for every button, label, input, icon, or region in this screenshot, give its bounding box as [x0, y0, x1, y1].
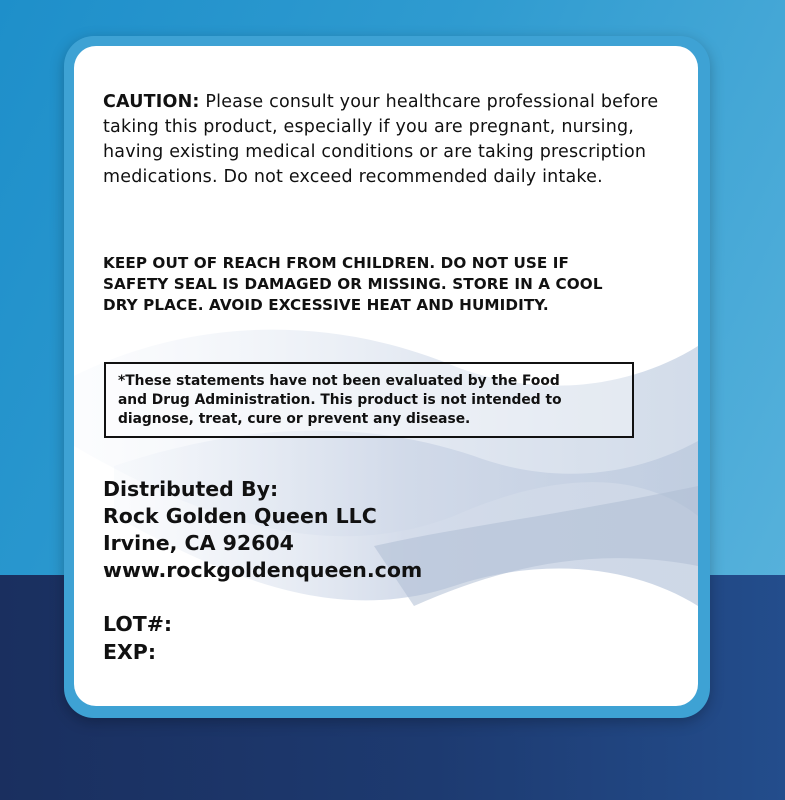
distributor-block	[103, 476, 563, 584]
fda-disclaimer-text	[118, 372, 618, 429]
disclaimer-line: diagnose, treat, cure or prevent any disease.	[118, 411, 471, 427]
caution-label: CAUTION:	[103, 92, 200, 112]
batch-info	[103, 610, 303, 666]
fda-disclaimer-box	[104, 362, 634, 438]
warning-line: KEEP OUT OF REACH FROM CHILDREN. DO NOT USE IF	[103, 254, 570, 272]
product-label	[74, 46, 698, 706]
caution-text: Please consult your healthcare professional before taking this product, especially if you are pregnant, nursing, having existing medical conditions or are taking prescription medications. Do not exceed recommended daily intake.	[103, 92, 659, 187]
caution-paragraph	[103, 90, 683, 190]
distributor-website: www.rockgoldenqueen.com	[103, 558, 423, 582]
distributor-company: Rock Golden Queen LLC	[103, 504, 377, 528]
lot-label: LOT#:	[103, 612, 173, 636]
storage-warning	[103, 253, 663, 316]
disclaimer-line: and Drug Administration. This product is not intended to	[118, 392, 562, 408]
disclaimer-line: *These statements have not been evaluated by the Food	[118, 373, 560, 389]
warning-line: SAFETY SEAL IS DAMAGED OR MISSING. STORE IN A COOL	[103, 275, 603, 293]
warning-line: DRY PLACE. AVOID EXCESSIVE HEAT AND HUMIDITY.	[103, 296, 549, 314]
distributor-heading: Distributed By:	[103, 477, 279, 501]
exp-label: EXP:	[103, 640, 157, 664]
distributor-address: Irvine, CA 92604	[103, 531, 294, 555]
